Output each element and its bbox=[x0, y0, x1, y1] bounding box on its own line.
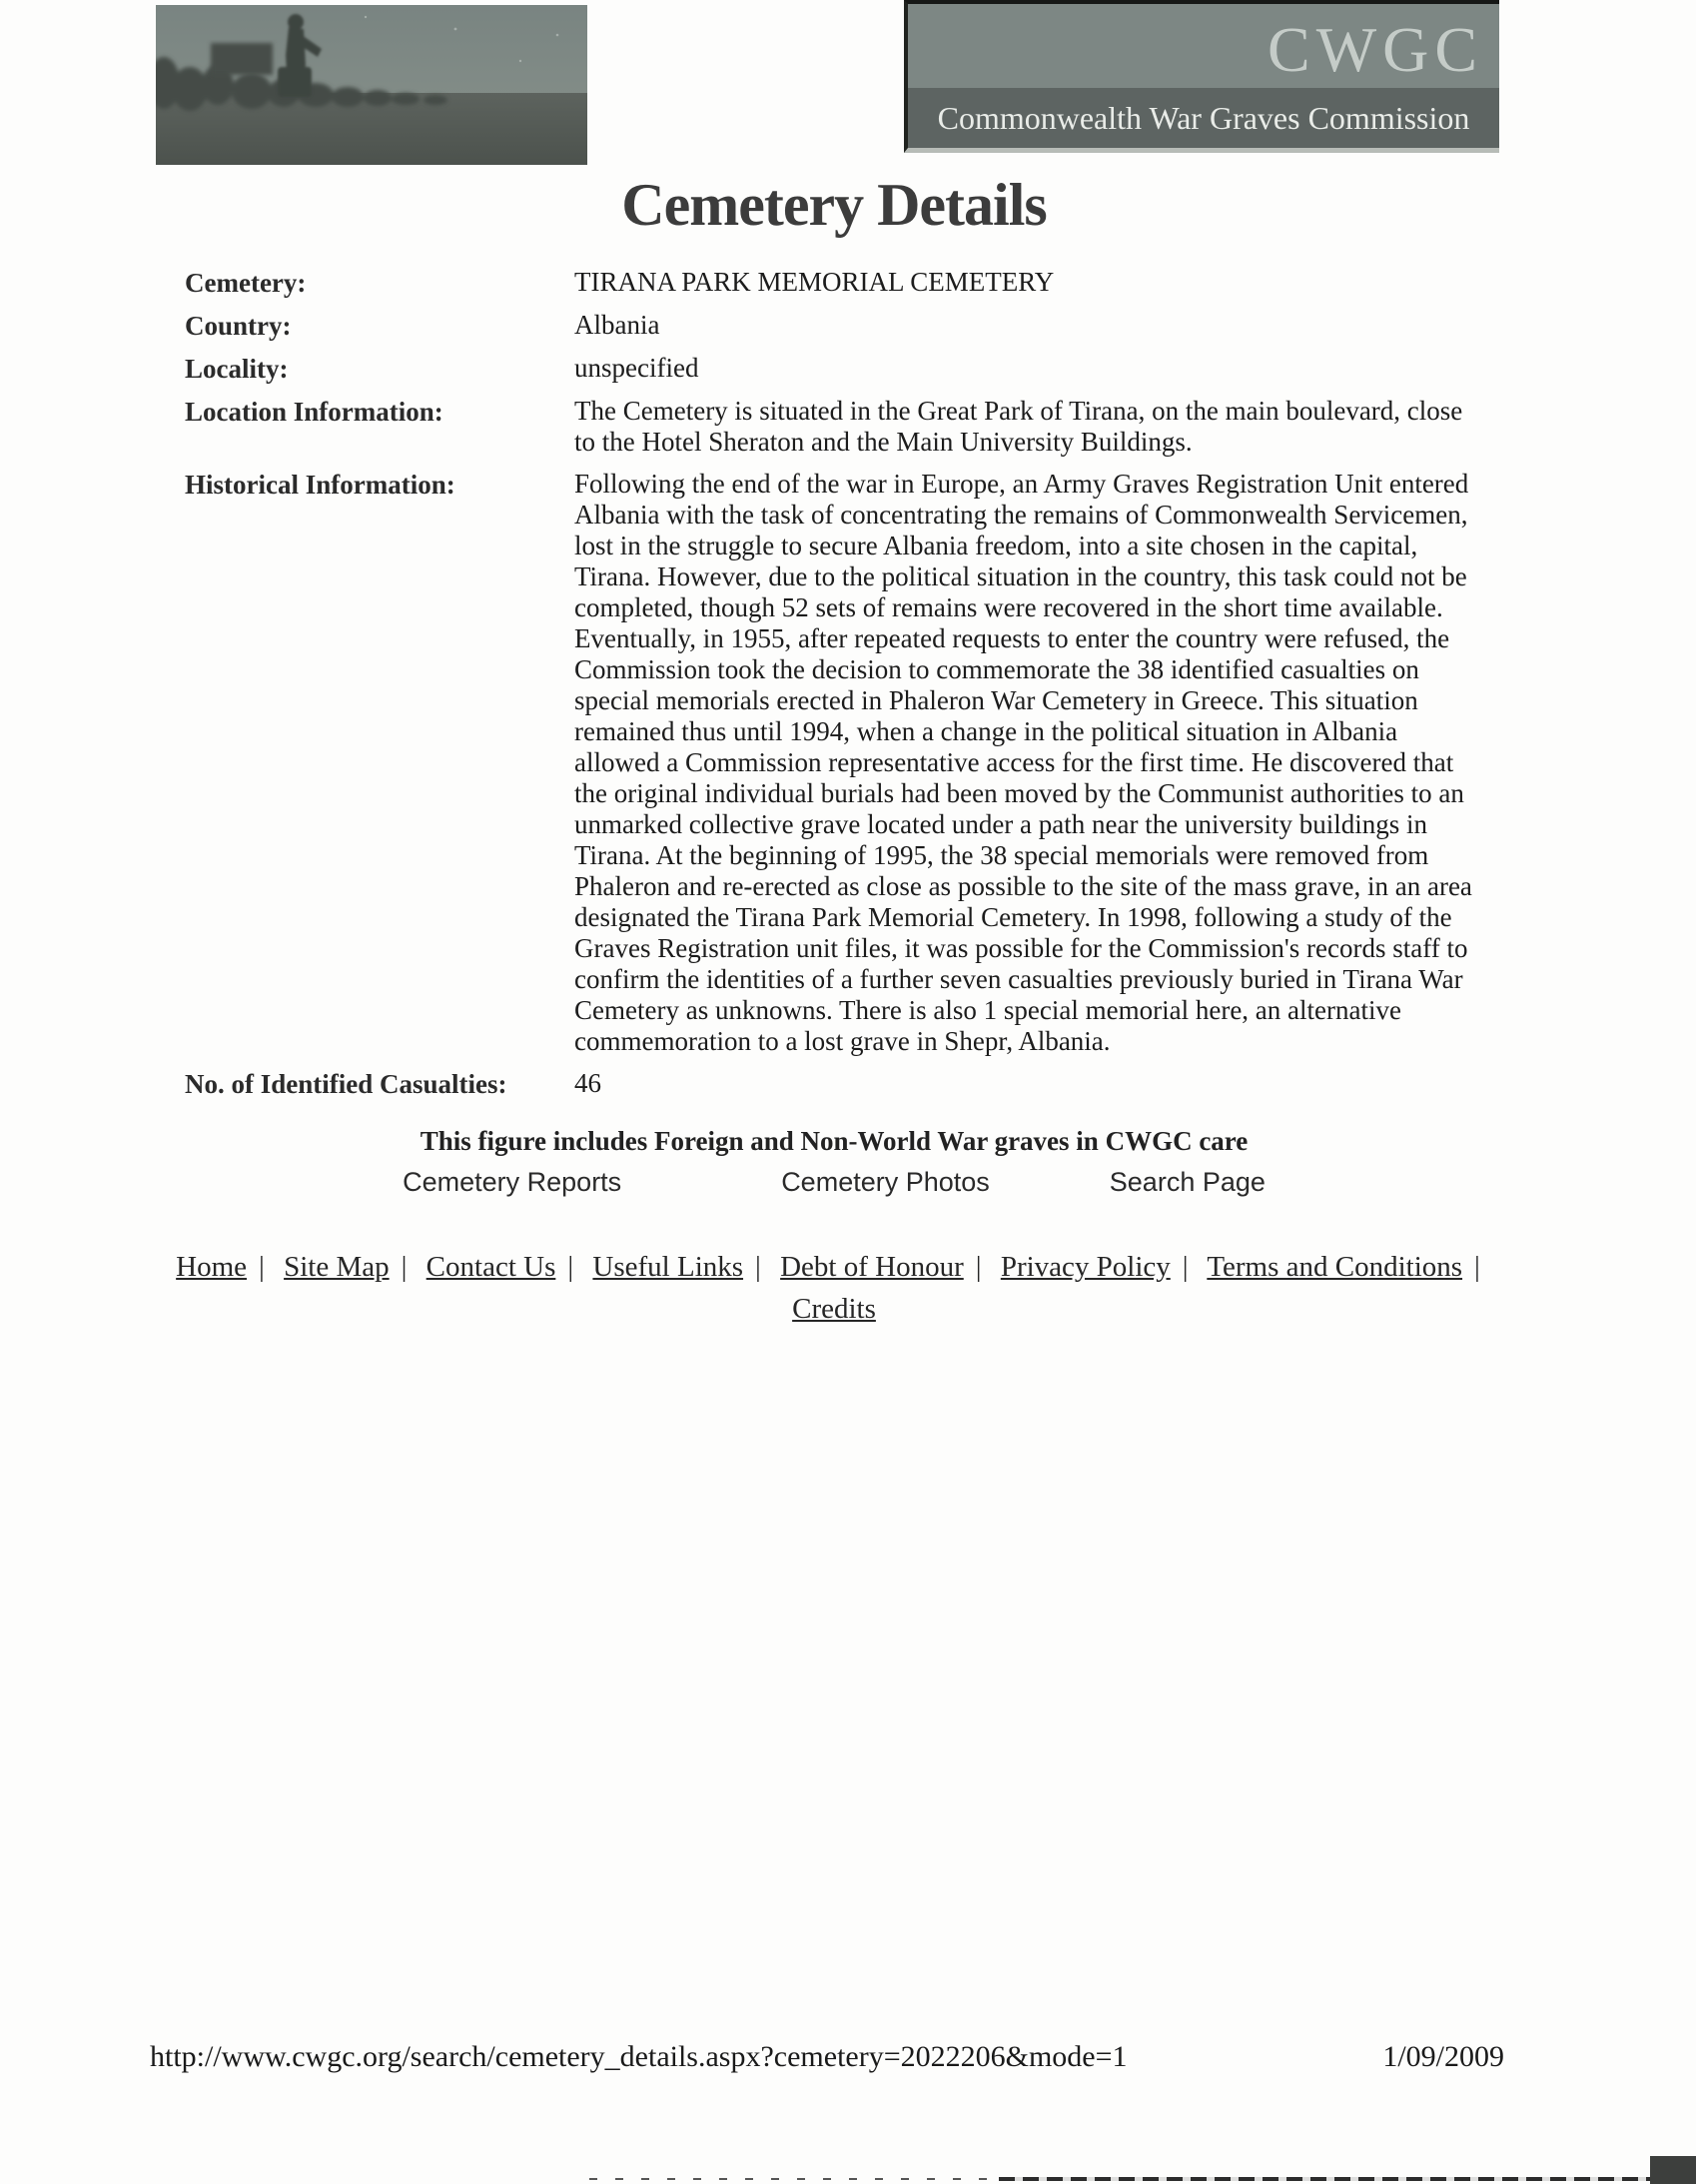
details-table bbox=[185, 267, 1478, 1100]
footer-nav bbox=[155, 1246, 1513, 1330]
location-information-value: The Cemetery is situated in the Great Park of Tirana, on the main boulevard, close to the Hotel Sheraton and the Main University Buildings. bbox=[574, 396, 1463, 457]
page-title: Cemetery Details bbox=[621, 172, 1047, 238]
nav-link-credits[interactable]: Credits bbox=[792, 1293, 876, 1325]
nav-link-privacy-policy[interactable]: Privacy Policy bbox=[1000, 1251, 1171, 1283]
country-label: Country: bbox=[185, 311, 292, 341]
detail-row bbox=[185, 353, 1478, 385]
location-information-label: Location Information: bbox=[185, 397, 443, 427]
cwgc-logo-text: CWGC bbox=[1268, 14, 1483, 85]
print-date: 1/09/2009 bbox=[1382, 2040, 1504, 2073]
page-url: http://www.cwgc.org/search/cemetery_details.aspx?cemetery=2022206&mode=1 bbox=[150, 2040, 1128, 2073]
cemetery-photos-link[interactable]: Cemetery Photos bbox=[781, 1167, 990, 1197]
nav-separator: | bbox=[1474, 1251, 1480, 1283]
country-value: Albania bbox=[574, 310, 660, 340]
nav-link-contact-us[interactable]: Contact Us bbox=[425, 1251, 556, 1283]
nav-separator: | bbox=[567, 1251, 574, 1283]
actions-row bbox=[170, 1167, 1498, 1198]
nav-link-home[interactable]: Home bbox=[176, 1251, 248, 1283]
search-page-link[interactable]: Search Page bbox=[1109, 1167, 1266, 1197]
detail-row bbox=[185, 396, 1478, 458]
cemetery-photo bbox=[156, 5, 587, 165]
detail-row bbox=[185, 310, 1478, 342]
cemetery-label: Cemetery: bbox=[185, 268, 307, 298]
cwgc-logo-banner bbox=[904, 0, 1499, 153]
cemetery-reports-link[interactable]: Cemetery Reports bbox=[403, 1167, 622, 1197]
cemetery-photo-image bbox=[156, 5, 587, 165]
detail-row bbox=[185, 267, 1478, 299]
locality-value: unspecified bbox=[574, 353, 699, 383]
nav-separator: | bbox=[755, 1251, 761, 1283]
historical-information-label: Historical Information: bbox=[185, 470, 455, 500]
identified-casualties-value: 46 bbox=[574, 1068, 601, 1098]
scan-artifact-line bbox=[589, 2178, 1009, 2180]
nav-link-useful-links[interactable]: Useful Links bbox=[592, 1251, 744, 1283]
historical-information-value: Following the end of the war in Europe, an Army Graves Registration Unit entered Albania with the task of concentrating the remains of Commonwealth Servicemen, lost in the struggle to secure Albania freedom, into a site chosen in the capital, Tirana. However, due to the political situation in the country, this task could not be completed, though 52 sets of remains were recovered in the short time available. Eventually, in 1955, after repeated requests to enter the country were refused, the Commission took the decision to commemorate the 38 identified casualties on special memorials erected in Phaleron War Cemetery in Greece. This situation remained thus until 1994, when a change in the political situation in Albania allowed a Commission representative access for the first time. He discovered that the original individual burials had been moved by the Communist authorities to an unmarked collective grave located under a path near the university buildings in Tirana. At the beginning of 1995, the 38 special memorials were removed from Phaleron and re-erected as close as possible to the site of the mass grave, in an area designated the Tirana Park Memorial Cemetery. In 1998, following a study of the Graves Registration unit files, it was possible for the Commission's records staff to confirm the identities of a further seven casualties previously buried in Tirana War Cemetery as unknowns. There is also 1 special memorial here, an alternative commemoration to a lost grave in Shepr, Albania. bbox=[574, 469, 1472, 1056]
cemetery-value: TIRANA PARK MEMORIAL CEMETERY bbox=[574, 267, 1055, 297]
scan-artifact-corner bbox=[1650, 2156, 1696, 2184]
nav-link-site-map[interactable]: Site Map bbox=[284, 1251, 390, 1283]
nav-separator: | bbox=[1182, 1251, 1189, 1283]
footer-nav-line1 bbox=[155, 1246, 1513, 1288]
nav-link-debt-of-honour[interactable]: Debt of Honour bbox=[780, 1251, 964, 1283]
nav-separator: | bbox=[401, 1251, 408, 1283]
nav-separator: | bbox=[259, 1251, 265, 1283]
cwgc-logo-subtitle: Commonwealth War Graves Commission bbox=[908, 88, 1499, 148]
locality-label: Locality: bbox=[185, 354, 289, 384]
detail-row bbox=[185, 469, 1478, 1057]
footer-nav-line2 bbox=[155, 1288, 1513, 1330]
identified-casualties-label: No. of Identified Casualties: bbox=[185, 1069, 507, 1099]
casualties-note: This figure includes Foreign and Non-World War graves in CWGC care bbox=[420, 1126, 1249, 1156]
detail-row bbox=[185, 1068, 1478, 1100]
nav-link-terms-and-conditions[interactable]: Terms and Conditions bbox=[1207, 1251, 1463, 1283]
main-content bbox=[0, 165, 1696, 1330]
nav-separator: | bbox=[975, 1251, 982, 1283]
print-footer bbox=[150, 2040, 1504, 2074]
scan-artifact-line bbox=[999, 2177, 1696, 2181]
